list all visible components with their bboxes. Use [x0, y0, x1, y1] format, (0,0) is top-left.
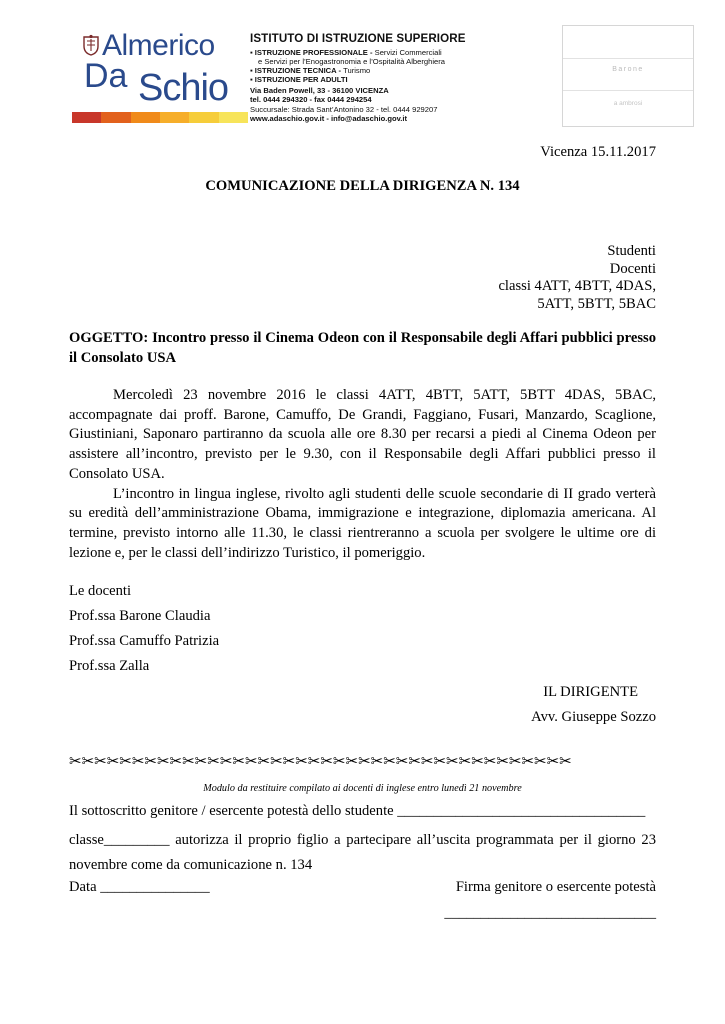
signers-block [69, 579, 369, 679]
letter-heading: COMUNICAZIONE DELLA DIRIGENZA N. 134 [205, 178, 520, 194]
form-line-1: Il sottoscritto genitore / esercente potestà dello studente __________________________________ [69, 803, 646, 819]
letter-body [69, 386, 656, 563]
logo-word-almerico: Almerico [102, 29, 215, 62]
signer: Prof.ssa Zalla [69, 658, 150, 674]
inst-line3-bold: ▪ ISTRUZIONE TECNICA - [250, 66, 344, 76]
form-signature-label: Firma genitore o esercente potestà [455, 879, 656, 895]
letter-subject: OGGETTO: Incontro presso il Cinema Odeon con il Responsabile degli Affari pubblici presso il Consolato USA [69, 330, 656, 366]
inst-web[interactable]: www.adaschio.gov.it - info@adaschio.gov.it [250, 113, 408, 123]
stamp-name: Barone [612, 66, 644, 73]
signers-title: Le docenti [69, 583, 131, 599]
recipient-line: 5ATT, 5BTT, 5BAC [537, 295, 656, 312]
institute-title: ISTITUTO DI ISTRUZIONE SUPERIORE [250, 32, 466, 45]
recipient-line: Docenti [609, 260, 656, 277]
logo-stripe [101, 112, 130, 123]
recipient-line: classi 4ATT, 4BTT, 4DAS, [498, 278, 656, 294]
logo-stripe [189, 112, 218, 123]
inst-line3-rest: Turismo [343, 66, 371, 76]
recipients-block [400, 243, 656, 313]
letter-date: Vicenza 15.11.2017 [540, 144, 656, 160]
director-block [400, 680, 656, 730]
logo-stripe [72, 112, 101, 123]
inst-phone: tel. 0444 294320 - fax 0444 294254 [250, 95, 372, 105]
signer: Prof.ssa Camuffo Patrizia [69, 633, 220, 649]
stamp-note: a ambrosi [613, 100, 643, 107]
logo-word-schio: Schio [138, 67, 229, 109]
director-title: IL DIRIGENTE [543, 684, 638, 700]
recipient-line: Studenti [607, 243, 656, 259]
paragraph-1: Mercoledì 23 novembre 2016 le classi 4ATT, 4BTT, 5ATT, 5BTT 4DAS, 5BAC, accompagnate dai proff. Barone, Camuffo, De Grandi, Faggiano, Fusari, Manzardo, Scaglione, Giustiniani, Saponaro partiranno da scuola alle ore 8.30 per recarsi a piedi al Cinema Odeon per assistere all’incontro, previsto per le 9.30, con il Responsabile degli Affari pubblici presso il Consolato USA. [69, 387, 656, 482]
school-logo [72, 28, 248, 126]
inst-line2: e Servizi per l’Enogastronomia e l’Ospitalità Alberghiera [258, 57, 445, 67]
logo-stripe [219, 112, 248, 123]
scissors-cut-line: ✂✂✂✂✂✂✂✂✂✂✂✂✂✂✂✂✂✂✂✂✂✂✂✂✂✂✂✂✂✂✂✂✂✂✂✂✂✂✂✂ [69, 752, 572, 770]
logo-stripe [160, 112, 189, 123]
inst-line1-rest: Servizi Commerciali [374, 48, 442, 57]
institute-header [250, 32, 550, 123]
signer: Prof.ssa Barone Claudia [69, 608, 211, 624]
inst-line1-bold: ▪ ISTRUZIONE PROFESSIONALE - [250, 48, 375, 57]
logo-stripe [131, 112, 160, 123]
protocol-stamp-box [562, 25, 694, 127]
logo-color-stripes [72, 112, 248, 123]
crest-icon [82, 34, 100, 56]
form-signature-line: _____________________________ [444, 905, 656, 921]
inst-address: Via Baden Powell, 33 - 36100 VICENZA [250, 86, 389, 96]
inst-branch: Succursale: Strada Sant’Antonino 32 - tel. 0444 929207 [250, 104, 438, 114]
paragraph-2: L’incontro in lingua inglese, rivolto agli studenti delle scuole secondarie di II grado verterà su eredità dell’amministrazione Obama, immigrazione e integrazione, diplomazia americana. Al termine, previsto intorno alle 11.30, le classi rientreranno a scuola per svolgere le ultime ore di lezione e, per le classi dell’indirizzo Turistico, il pomeriggio. [69, 485, 656, 561]
logo-word-da: Da [84, 57, 128, 95]
director-name: Avv. Giuseppe Sozzo [531, 709, 656, 725]
form-date-label: Data _______________ [69, 879, 210, 895]
form-note: Modulo da restituire compilato ai docenti di inglese entro lunedì 21 novembre [203, 783, 522, 794]
inst-line4: ▪ ISTRUZIONE PER ADULTI [250, 75, 348, 85]
form-line-2: classe_________ autorizza il proprio figlio a partecipare all’uscita programmata per il giorno 23 novembre come da comunicazione n. 134 [69, 832, 656, 873]
